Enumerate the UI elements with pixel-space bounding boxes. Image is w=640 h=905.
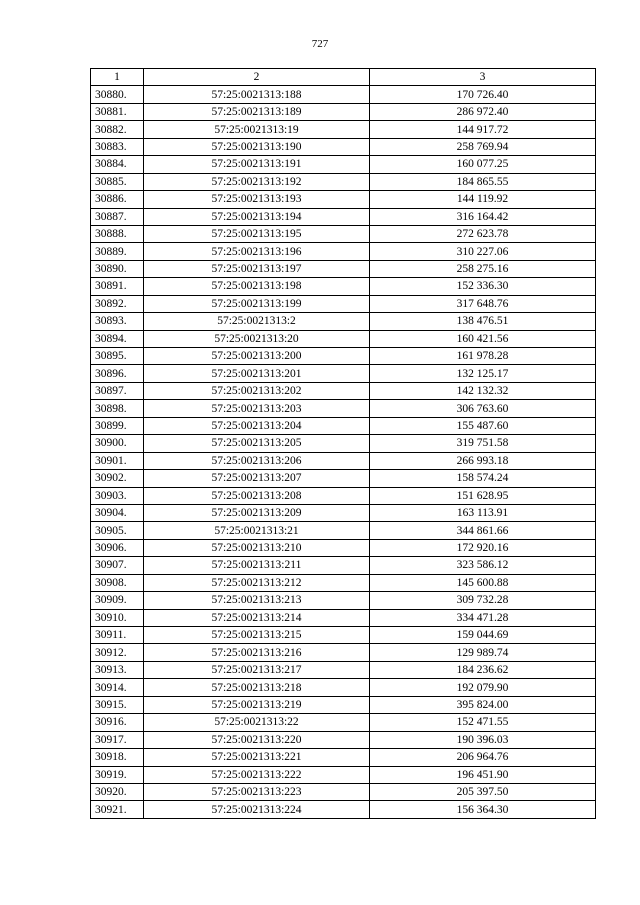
value-cell: 184 865.55 [370,173,596,190]
cadastral-number-cell: 57:25:0021313:189 [144,103,370,120]
table-row [91,191,596,208]
table-row [91,435,596,452]
row-number-cell: 30911. [91,627,144,644]
table-row [91,103,596,120]
row-number-cell: 30900. [91,435,144,452]
table-row [91,365,596,382]
value-cell: 144 119.92 [370,191,596,208]
cadastral-number-cell: 57:25:0021313:197 [144,260,370,277]
table-row [91,609,596,626]
cadastral-number-cell: 57:25:0021313:208 [144,487,370,504]
cadastral-number-cell: 57:25:0021313:210 [144,539,370,556]
table-row [91,382,596,399]
value-cell: 266 993.18 [370,452,596,469]
value-cell: 196 451.90 [370,766,596,783]
cadastral-number-cell: 57:25:0021313:206 [144,452,370,469]
value-cell: 272 623.78 [370,225,596,242]
value-cell: 306 763.60 [370,400,596,417]
table-row [91,783,596,800]
table-row [91,400,596,417]
value-cell: 152 471.55 [370,714,596,731]
cadastral-number-cell: 57:25:0021313:207 [144,470,370,487]
row-number-cell: 30893. [91,313,144,330]
cadastral-number-cell: 57:25:0021313:191 [144,156,370,173]
table-row [91,731,596,748]
table-row [91,470,596,487]
table-row [91,121,596,138]
table-row [91,452,596,469]
table-row [91,592,596,609]
cadastral-number-cell: 57:25:0021313:201 [144,365,370,382]
table-row [91,696,596,713]
cadastral-number-cell: 57:25:0021313:220 [144,731,370,748]
row-number-cell: 30912. [91,644,144,661]
value-cell: 142 132.32 [370,382,596,399]
row-number-cell: 30914. [91,679,144,696]
cadastral-number-cell: 57:25:0021313:20 [144,330,370,347]
cadastral-number-cell: 57:25:0021313:213 [144,592,370,609]
table-row [91,295,596,312]
row-number-cell: 30901. [91,452,144,469]
row-number-cell: 30882. [91,121,144,138]
value-cell: 190 396.03 [370,731,596,748]
table-body [91,86,596,818]
value-cell: 395 824.00 [370,696,596,713]
table-row [91,679,596,696]
row-number-cell: 30892. [91,295,144,312]
row-number-cell: 30898. [91,400,144,417]
row-number-cell: 30915. [91,696,144,713]
row-number-cell: 30887. [91,208,144,225]
table-header [91,69,596,86]
row-number-cell: 30880. [91,86,144,103]
header-col-2: 2 [144,69,370,86]
table-row [91,574,596,591]
cadastral-number-cell: 57:25:0021313:2 [144,313,370,330]
value-cell: 309 732.28 [370,592,596,609]
value-cell: 344 861.66 [370,522,596,539]
cadastral-number-cell: 57:25:0021313:219 [144,696,370,713]
row-number-cell: 30885. [91,173,144,190]
value-cell: 158 574.24 [370,470,596,487]
cadastral-number-cell: 57:25:0021313:203 [144,400,370,417]
value-cell: 152 336.30 [370,278,596,295]
row-number-cell: 30918. [91,749,144,766]
table-row [91,156,596,173]
cadastral-number-cell: 57:25:0021313:224 [144,801,370,818]
value-cell: 145 600.88 [370,574,596,591]
value-cell: 310 227.06 [370,243,596,260]
cadastral-number-cell: 57:25:0021313:216 [144,644,370,661]
value-cell: 319 751.58 [370,435,596,452]
cadastral-number-cell: 57:25:0021313:215 [144,627,370,644]
table-row [91,225,596,242]
table-row [91,348,596,365]
table-row [91,173,596,190]
row-number-cell: 30889. [91,243,144,260]
value-cell: 316 164.42 [370,208,596,225]
row-number-cell: 30890. [91,260,144,277]
cadastral-number-cell: 57:25:0021313:218 [144,679,370,696]
cadastral-number-cell: 57:25:0021313:195 [144,225,370,242]
value-cell: 317 648.76 [370,295,596,312]
cadastral-number-cell: 57:25:0021313:198 [144,278,370,295]
cadastral-number-cell: 57:25:0021313:209 [144,504,370,521]
table-row [91,504,596,521]
row-number-cell: 30881. [91,103,144,120]
cadastral-number-cell: 57:25:0021313:192 [144,173,370,190]
table-row [91,661,596,678]
row-number-cell: 30891. [91,278,144,295]
row-number-cell: 30905. [91,522,144,539]
page-number: 727 [311,38,329,50]
row-number-cell: 30896. [91,365,144,382]
cadastral-number-cell: 57:25:0021313:193 [144,191,370,208]
cadastral-number-cell: 57:25:0021313:202 [144,382,370,399]
row-number-cell: 30909. [91,592,144,609]
table-row [91,260,596,277]
value-cell: 160 421.56 [370,330,596,347]
header-col-1: 1 [91,69,144,86]
value-cell: 161 978.28 [370,348,596,365]
table-row [91,487,596,504]
cadastral-number-cell: 57:25:0021313:214 [144,609,370,626]
value-cell: 151 628.95 [370,487,596,504]
table-row [91,278,596,295]
value-cell: 172 920.16 [370,539,596,556]
value-cell: 192 079.90 [370,679,596,696]
table-row [91,417,596,434]
value-cell: 144 917.72 [370,121,596,138]
table-row [91,243,596,260]
value-cell: 160 077.25 [370,156,596,173]
value-cell: 206 964.76 [370,749,596,766]
table-row [91,749,596,766]
table-row [91,557,596,574]
table-row [91,313,596,330]
row-number-cell: 30917. [91,731,144,748]
cadastral-number-cell: 57:25:0021313:204 [144,417,370,434]
row-number-cell: 30907. [91,557,144,574]
cadastral-number-cell: 57:25:0021313:200 [144,348,370,365]
value-cell: 170 726.40 [370,86,596,103]
row-number-cell: 30884. [91,156,144,173]
value-cell: 258 769.94 [370,138,596,155]
value-cell: 138 476.51 [370,313,596,330]
row-number-cell: 30894. [91,330,144,347]
value-cell: 155 487.60 [370,417,596,434]
row-number-cell: 30908. [91,574,144,591]
cadastral-number-cell: 57:25:0021313:19 [144,121,370,138]
cadastral-number-cell: 57:25:0021313:188 [144,86,370,103]
value-cell: 323 586.12 [370,557,596,574]
table-row [91,539,596,556]
cadastral-number-cell: 57:25:0021313:221 [144,749,370,766]
value-cell: 205 397.50 [370,783,596,800]
value-cell: 286 972.40 [370,103,596,120]
row-number-cell: 30910. [91,609,144,626]
row-number-cell: 30902. [91,470,144,487]
row-number-cell: 30888. [91,225,144,242]
row-number-cell: 30886. [91,191,144,208]
cadastral-number-cell: 57:25:0021313:222 [144,766,370,783]
table-row [91,627,596,644]
cadastral-number-cell: 57:25:0021313:199 [144,295,370,312]
header-col-3: 3 [370,69,596,86]
table-row [91,644,596,661]
row-number-cell: 30921. [91,801,144,818]
row-number-cell: 30904. [91,504,144,521]
cadastral-number-cell: 57:25:0021313:22 [144,714,370,731]
row-number-cell: 30916. [91,714,144,731]
value-cell: 129 989.74 [370,644,596,661]
table-row [91,208,596,225]
cadastral-number-cell: 57:25:0021313:217 [144,661,370,678]
cadastral-number-cell: 57:25:0021313:212 [144,574,370,591]
table-row [91,138,596,155]
value-cell: 156 364.30 [370,801,596,818]
cadastral-number-cell: 57:25:0021313:190 [144,138,370,155]
cadastral-number-cell: 57:25:0021313:194 [144,208,370,225]
table-row [91,766,596,783]
row-number-cell: 30913. [91,661,144,678]
header-row [91,69,596,86]
cadastral-number-cell: 57:25:0021313:223 [144,783,370,800]
row-number-cell: 30919. [91,766,144,783]
value-cell: 132 125.17 [370,365,596,382]
table-row [91,801,596,818]
value-cell: 159 044.69 [370,627,596,644]
row-number-cell: 30899. [91,417,144,434]
row-number-cell: 30883. [91,138,144,155]
value-cell: 258 275.16 [370,260,596,277]
cadastral-number-cell: 57:25:0021313:211 [144,557,370,574]
table-row [91,86,596,103]
value-cell: 334 471.28 [370,609,596,626]
value-cell: 184 236.62 [370,661,596,678]
row-number-cell: 30920. [91,783,144,800]
row-number-cell: 30897. [91,382,144,399]
value-cell: 163 113.91 [370,504,596,521]
table-row [91,714,596,731]
cadastral-number-cell: 57:25:0021313:196 [144,243,370,260]
row-number-cell: 30903. [91,487,144,504]
table-row [91,522,596,539]
cadastral-number-cell: 57:25:0021313:205 [144,435,370,452]
cadastral-number-cell: 57:25:0021313:21 [144,522,370,539]
table-row [91,330,596,347]
row-number-cell: 30906. [91,539,144,556]
cadastral-value-table [90,68,596,819]
row-number-cell: 30895. [91,348,144,365]
